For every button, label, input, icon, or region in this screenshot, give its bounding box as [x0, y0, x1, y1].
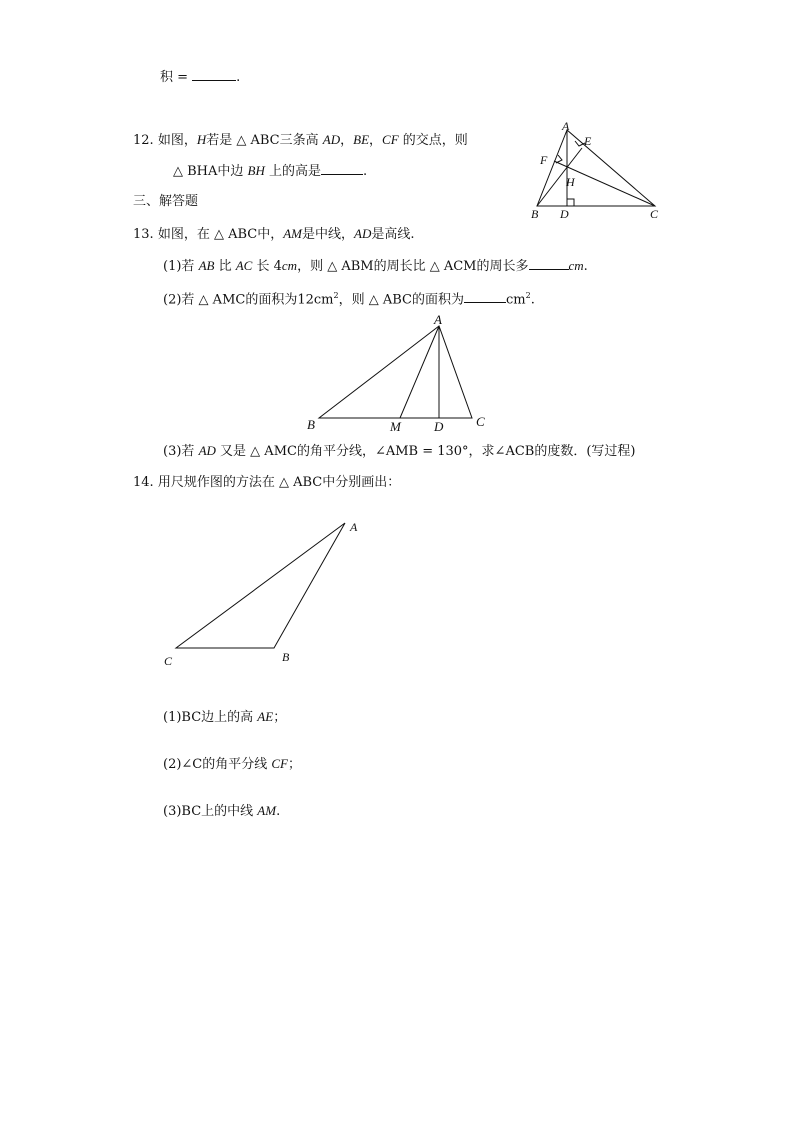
q12-line1 — [133, 132, 468, 149]
label-b: B — [531, 207, 539, 221]
q11-tail — [160, 68, 240, 86]
q12-text: 如图， — [157, 133, 197, 148]
label-m: M — [390, 419, 401, 434]
q11-prefix: 积 = — [160, 70, 193, 85]
q13-text: 长 4 — [252, 259, 282, 274]
var-be: BE — [353, 132, 370, 147]
label-h: H — [566, 175, 575, 189]
q13-text: 如图，在 △ ABC中， — [157, 227, 284, 242]
q13-text: . — [530, 292, 535, 308]
answer-blank — [192, 68, 236, 81]
question-number: 13. — [133, 227, 154, 242]
q12-text: △ BHA中边 — [173, 164, 248, 179]
triangle-abc — [176, 523, 345, 648]
q12-line2 — [173, 162, 367, 180]
q12-triangle-figure — [525, 118, 670, 223]
label-a: A — [350, 520, 358, 534]
q14-text: ； — [288, 757, 302, 772]
q13-text: . — [583, 259, 588, 274]
q14-intro — [133, 475, 400, 491]
var-am: AM — [283, 226, 303, 241]
answer-blank — [464, 290, 506, 303]
q14-text: ； — [273, 710, 287, 725]
label-d: D — [560, 207, 569, 221]
q13-text: 是中线， — [302, 227, 355, 242]
q14-part3 — [163, 803, 280, 820]
question-number: 12. — [133, 133, 154, 148]
section-title: 三、解答题 — [133, 194, 199, 209]
label-b: B — [307, 417, 315, 432]
var-ae: AE — [257, 709, 274, 724]
answer-blank — [529, 257, 569, 270]
var-cf: CF — [271, 756, 289, 771]
q13-text: 比 — [214, 259, 236, 274]
var-bh: BH — [247, 163, 265, 178]
q13-text: (2)若 △ AMC的面积为12cm — [163, 292, 334, 308]
var-am: AM — [257, 803, 277, 818]
q12-text: 若是 △ ABC三条高 — [206, 133, 323, 148]
q13-text: 又是 △ AMC的角平分线，∠AMB = 130°，求∠ACB的度数．(写过程) — [215, 444, 636, 459]
q12-text: ， — [369, 133, 383, 148]
var-ad: AD — [354, 226, 372, 241]
q13-text: (3)若 — [163, 444, 199, 459]
label-a: A — [562, 119, 570, 133]
label-d: D — [434, 419, 444, 434]
median-am — [400, 326, 439, 418]
q13-part3 — [163, 443, 636, 460]
superscript: 2 — [525, 291, 531, 300]
label-e: E — [584, 134, 592, 148]
q12-text: 的交点，则 — [398, 133, 468, 148]
q12-text: . — [363, 164, 368, 179]
var-h: H — [196, 132, 207, 147]
triangle-abc — [537, 130, 655, 206]
q12-text: 上的高是 — [264, 164, 322, 179]
q13-part1 — [163, 257, 588, 275]
var-ac: AC — [235, 258, 253, 273]
answer-blank — [321, 162, 363, 175]
q11-suffix: . — [236, 70, 241, 85]
q12-text: ， — [340, 133, 354, 148]
q14-text: 用尺规作图的方法在 △ ABC中分别画出： — [157, 475, 401, 490]
label-c: C — [650, 207, 659, 221]
q14-text: (1)BC边上的高 — [163, 710, 258, 725]
q13-text: ，则 △ ABC的面积为 — [338, 292, 464, 308]
question-number: 14. — [133, 475, 154, 490]
var-ab: AB — [198, 258, 215, 273]
q13-text: (1)若 — [163, 259, 199, 274]
q14-part2 — [163, 756, 301, 773]
q13-text: ，则 △ ABM的周长比 △ ACM的周长多 — [297, 259, 529, 274]
label-a: A — [434, 312, 442, 327]
var-ad: AD — [322, 132, 341, 147]
label-c: C — [164, 654, 173, 668]
q13-text: 是高线. — [371, 227, 415, 242]
var-ad: AD — [198, 443, 216, 458]
unit-cm: cm — [281, 258, 298, 273]
q13-part2 — [163, 288, 535, 308]
q14-part1 — [163, 709, 286, 726]
right-angle-d — [567, 199, 574, 206]
q14-text: (2)∠C的角平分线 — [163, 757, 272, 772]
label-f: F — [540, 153, 548, 167]
unit-cm: cm — [568, 258, 584, 273]
q14-text: (3)BC上的中线 — [163, 804, 258, 819]
q14-text: . — [276, 804, 281, 819]
q13-text: cm — [505, 292, 526, 308]
label-c: C — [476, 414, 485, 429]
var-cf: CF — [382, 132, 399, 147]
q14-triangle-figure — [160, 515, 370, 675]
superscript: 2 — [333, 291, 339, 300]
q13-triangle-figure — [300, 310, 500, 435]
label-b: B — [282, 650, 290, 664]
triangle-abc — [319, 326, 472, 418]
q13-intro — [133, 226, 415, 243]
